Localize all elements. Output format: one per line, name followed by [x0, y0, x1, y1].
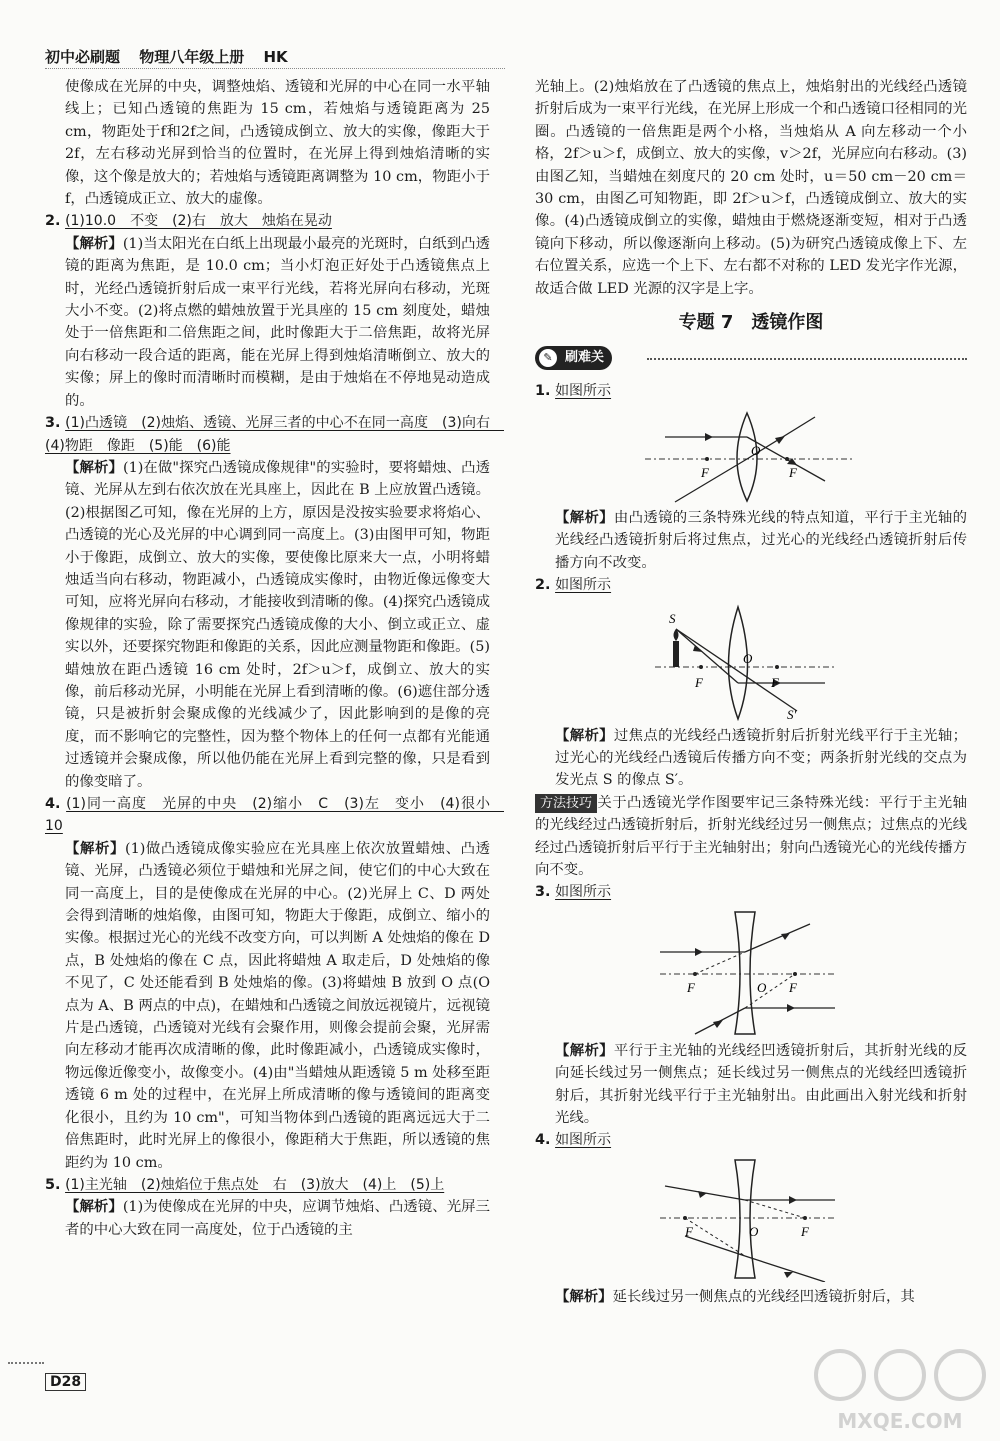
- analysis-4: [45, 838, 490, 1174]
- focus-label: F: [789, 464, 797, 480]
- answer-text: 如图所示: [555, 884, 612, 901]
- watermark-text: MXQE.COM: [837, 1409, 963, 1433]
- method-tip: [535, 792, 967, 882]
- dotted-divider: [647, 358, 967, 360]
- candle: [673, 641, 679, 667]
- analysis-text: (1)在做"探究凸透镜成像规律"的实验时，要将蜡烛、凸透镜、光屏从左到右依次放在光具座上，因此在 B 上应放置凸透镜。(2)根据图乙可知，像在光屏的上方，原因是没按实验要求将焰心、凸透镜的光心及光屏的中心调到同一高度上。(3)由图甲可知，物距小于像距，成倒立、放大的实像，要使像比原来大一点，小明将蜡烛适当向右移动，物距减小，凸透镜成实像时，由物近像远像变大可知，应将光屏向右移动，才能接收到清晰的像。(4)探究凸透镜成像规律的实验，除了需要探究凸透镜成像的大小、倒立或正立、虚实以外，还要探究物距和像距的关系，因此应测量物距和像距。(5)蜡烛放在距凸透镜 16 cm 处时，2f＞u＞f，成倒立、放大的实像，前后移动光屏，小明能在光屏上看到清晰的像。(6)遮住部分透镜，只是被折射会聚成像的光线减少了，因此影响到的是像的亮度，而不影响它的完整性，因为整个物体上的任何一点都有光能通过透镜并会聚成像，所以他仍能在光屏上看到完整的像，只是看到的像变暗了。: [65, 459, 490, 790]
- concave-lens: [735, 1160, 755, 1278]
- answer-4: [45, 793, 504, 838]
- analysis-tag: 【解析】: [65, 1199, 123, 1216]
- question-number: 4.: [535, 1132, 551, 1149]
- answer-text: (1)凸透镜 (2)烛焰、透镜、光屏三者的中心不在同一高度 (3)向右 (4)物距 像距 (5)能 (6)能: [45, 415, 504, 454]
- item-4: [535, 1129, 967, 1151]
- analysis-r1: [535, 507, 967, 574]
- analysis-text: (1)为使像成在光屏的中央，应调节烛焰、凸透镜、光屏三者的中心大致在同一高度处，位于凸透镜的主: [65, 1199, 490, 1238]
- focus-label: F: [771, 674, 779, 690]
- right-column: [535, 76, 967, 1308]
- optical-center-label: O: [743, 650, 753, 666]
- page-corner-dots: [8, 1362, 44, 1364]
- focus-label: F: [701, 464, 709, 480]
- optical-center-label: O: [749, 1223, 759, 1239]
- page-number: D28: [45, 1373, 86, 1391]
- concave-lens: [735, 912, 755, 1034]
- analysis-text: (1)当太阳光在白纸上出现最小最亮的光斑时，白纸到凸透镜的距离为焦距，是 10.0 cm；当小灯泡正好处于凸透镜焦点上时，光经凸透镜折射后成一束平行光线，若将光屏向右移动，光斑大小不变。(2)将点燃的蜡烛放置于光具座的 15 cm 刻度处，蜡烛处于一倍焦距和二倍焦距之间，此时像距大于二倍焦距，故将光屏向右移动一段合适的距离，能在光屏上得到烛焰清晰倒立、放大的实像；屏上的像时而清晰时而模糊，是由于烛焰在不停地晃动造成的。: [65, 235, 490, 409]
- answer-text: 如图所示: [555, 1132, 612, 1149]
- optical-center-label: O: [751, 442, 761, 458]
- concave-lens-diagram-2: [535, 1156, 967, 1282]
- focus-label: F: [789, 979, 797, 995]
- answer-3: [45, 412, 504, 457]
- answer-5: [45, 1174, 490, 1196]
- continued-text: 使像成在光屏的中央，调整烛焰、透镜和光屏的中心在同一水平轴线上；已知凸透镜的焦距为 15 cm，若烛焰与透镜距离为 25 cm，物距处于f和2f之间，凸透镜成倒立、放大的实像，像距大于 2f，左右移动光屏到恰当的位置时，在光屏上得到烛焰清晰的实像，这个像是放大的；若烛焰与透镜距离调整为 10 cm，物距小于f，凸透镜成正立、放大的虚像。: [65, 79, 490, 208]
- focus-label: F: [801, 1223, 809, 1239]
- question-number: 2.: [535, 577, 551, 594]
- optical-center-label: O: [757, 979, 767, 995]
- analysis-tag: 【解析】: [65, 840, 125, 857]
- brush-icon: ✎: [539, 349, 557, 367]
- item-1: [535, 380, 967, 402]
- left-column: [45, 76, 504, 1241]
- item-2: [535, 574, 967, 596]
- watermark-logo: [810, 1340, 990, 1435]
- convex-lens-diagram-1: [535, 407, 967, 503]
- analysis-text: 平行于主光轴的光线经凹透镜折射后，其折射光线的反向延长线过另一侧焦点；延长线过另一侧焦点的光线经凹透镜折射后，其折射光线平行于主光轴射出。由此画出入射光线和折射光线。: [555, 1042, 967, 1126]
- answer-text: (1)同一高度 光屏的中央 (2)缩小 C (3)左 变小 (4)很小 10: [45, 796, 504, 835]
- source-label: S: [669, 610, 676, 626]
- question-number: 3.: [45, 415, 61, 432]
- focus-label: F: [685, 1223, 693, 1239]
- section-banner: [535, 344, 967, 374]
- question-number: 2.: [45, 213, 61, 230]
- concave-lens-diagram-1: [535, 908, 967, 1036]
- analysis-text: 过焦点的光线经凸透镜折射后折射光线平行于主光轴；过光心的光线经凸透镜后传播方向不变；两条折射光线的交点为发光点 S 的像点 S′。: [555, 727, 967, 789]
- series-title: 初中必刷题: [45, 48, 121, 66]
- analysis-2: [45, 233, 490, 412]
- answer-2: [45, 210, 490, 232]
- answer-text: (1)10.0 不变 (2)右 放大 烛焰在晃动: [65, 213, 332, 230]
- analysis-5: [45, 1196, 490, 1241]
- analysis-r4: [535, 1286, 967, 1308]
- image-point-label: S′: [787, 706, 797, 721]
- focus-label: F: [695, 674, 703, 690]
- analysis-r3: [535, 1040, 967, 1130]
- answer-text: 如图所示: [555, 577, 612, 594]
- focus-label: F: [687, 979, 695, 995]
- analysis-text: 由凸透镜的三条特殊光线的特点知道，平行于主光轴的光线经凸透镜折射后将过焦点，过光心的光线经凸透镜折射后传播方向不改变。: [555, 509, 967, 571]
- question-number: 4.: [45, 796, 61, 812]
- analysis-text: 延长线过另一侧焦点的光线经凹透镜折射后，其: [612, 1288, 915, 1305]
- question-number: 1.: [535, 383, 551, 400]
- analysis-tag: 【解析】: [555, 727, 614, 744]
- answer-text: 如图所示: [555, 383, 612, 400]
- method-text: 关于凸透镜光学作图要牢记三条特殊光线：平行于主光轴的光线经过凸透镜折射后，折射光线经过另一侧焦点；过焦点的光线经过凸透镜折射后平行于主光轴射出；射向凸透镜光心的光线传播方向不变。: [535, 794, 967, 878]
- item-3: [535, 881, 967, 903]
- book-title: 物理八年级上册: [139, 48, 245, 66]
- convex-lens-diagram-2: [535, 601, 967, 721]
- edition-label: HK: [263, 48, 288, 66]
- continued-text: 光轴上。(2)烛焰放在了凸透镜的焦点上，烛焰射出的光线经凸透镜折射后成为一束平行光线，在光屏上形成一个和凸透镜口径相同的光圈。凸透镜的一倍焦距是两个小格，当烛焰从 A 向左移动一个小格，2f＞u＞f，成倒立、放大的实像，v＞2f，光屏应向右移动。(3)由图乙知，当蜡烛在刻度尺的 20 cm 处时，u＝50 cm－20 cm＝30 cm，由图乙可知物距，即 2f＞u＞f，凸透镜成倒立、放大的实像。(4)凸透镜成倒立的实像，蜡烛由于燃烧逐渐变短，相对于凸透镜向下移动，所以像逐渐向上移动。(5)为研究凸透镜成像上下、左右位置关系，应选一个上下、左右都不对称的 LED 发光字作光源，故适合做 LED 光源的汉字是上字。: [535, 79, 967, 297]
- analysis-r2: [535, 725, 967, 792]
- analysis-tag: 【解析】: [65, 235, 123, 252]
- analysis-text: (1)做凸透镜成像实验应在光具座上依次放置蜡烛、凸透镜、光屏，凸透镜必须位于蜡烛和光屏之间，使它们的中心大致在同一高度上，目的是使像成在光屏的中心。(2)光屏上 C、D 两处会得到清晰的烛焰像，由图可知，物距大于像距，成倒立、缩小的实像。根据过光心的光线不改变方向，可以判断 A 处烛焰的像在 D 点，B 处烛焰的像在 C 点，因此将蜡烛 A 取走后，D 处烛焰的像不见了，C 处还能看到 B 处烛焰的像。(3)将蜡烛 B 放到 O 点(O 点为 A、B 两点的中点)，在蜡烛和凸透镜之间放远视镜片，远视镜片是凸透镜，凸透镜对光线有会聚作用，则像会提前会聚，光屏需向左移动才能再次成清晰的像，此时像距减小，凸透镜成实像时，物远像近像变小，故像变小。(4)由"当蜡烛从距透镜 5 m 处移至距透镜 6 m 处的过程中，在光屏上所成清晰的像与透镜间的距离变化很小，且约为 10 cm"，可知当物体到凸透镜的距离远远大于二倍焦距时，此时光屏上的像很小，像距稍大于焦距，所以透镜的焦距约为 10 cm。: [65, 840, 490, 1171]
- analysis-tag: 【解析】: [555, 509, 614, 526]
- question-number: 5.: [45, 1176, 61, 1193]
- question-number: 3.: [535, 884, 551, 901]
- method-tag: 方法技巧: [535, 794, 597, 813]
- analysis-tag: 【解析】: [555, 1288, 613, 1305]
- section-badge: ✎ 刷难关: [535, 346, 612, 370]
- analysis-3: [45, 457, 490, 793]
- page-header: [45, 46, 505, 69]
- analysis-tag: 【解析】: [65, 459, 123, 476]
- topic-title: 专题 7 透镜作图: [678, 312, 824, 334]
- analysis-tag: 【解析】: [555, 1042, 614, 1059]
- answer-text: (1)主光轴 (2)烛焰位于焦点处 右 (3)放大 (4)上 (5)上: [65, 1176, 445, 1193]
